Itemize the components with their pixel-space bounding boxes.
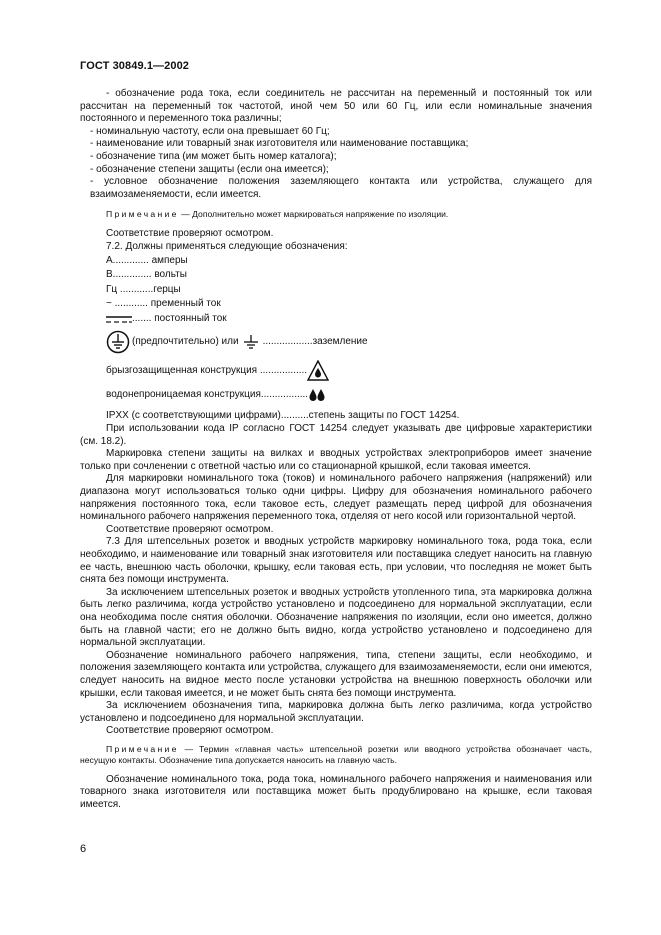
splash-proof-icon (307, 360, 329, 382)
symbol-ac: ~ ............ пременный ток (106, 298, 221, 310)
paragraph-voltage-type: Обозначение номинального рабочего напряжения, типа, степени защиты, если необходимо, и положения заземляющего контакта или устройства, служащего для взаимозаменяемости, если они имеются, следует наносить на видное место после установки устройства на внешнюю поверхность оболочки или крышки, если таковая имеется, и не может быть снята без помощи инструмента. (80, 649, 592, 699)
symbol-splash (106, 360, 592, 382)
section-7-2: 7.2. Должны применяться следующие обозначения: (106, 240, 348, 252)
note-1 (80, 209, 592, 220)
earth-preferred-label: (предпочтительно) или (132, 335, 239, 347)
symbol-ipxx: IPXX (с соответствующими цифрами)..........степень защиты по ГОСТ 14254. (106, 409, 460, 421)
note-1-label: Примечание (106, 209, 179, 220)
list-item-protection: - обозначение степени защиты (если она имеется); (90, 163, 329, 175)
list-item-current-type: - обозначение рода тока, если соединитель не рассчитан на переменный и постоянный ток или рассчитан на переменный ток частотой, иной чем 50 или 60 Гц, или если номинальные значения постоянного и переменного тока различны; (80, 88, 592, 125)
document-header: ГОСТ 30849.1—2002 (80, 60, 190, 72)
check-text-1: Соответствие проверяют осмотром. (106, 228, 274, 240)
protective-earth-icon (106, 330, 130, 354)
list-item-earthing: - условное обозначение положения заземляющего контакта или устройства, служащего для взаимозаменяемости, если имеется. (90, 176, 592, 200)
symbol-list (106, 254, 592, 424)
note-1-text: — Дополнительно может маркироваться напряжение по изоляции. (178, 209, 449, 220)
note-2-label: Примечание (106, 743, 179, 754)
list-item-manufacturer: - наименование или товарный знак изготовителя или наименование поставщика; (90, 138, 469, 150)
earth-label: ..................заземление (262, 335, 368, 347)
paragraph-ip-code: При использовании кода IP согласно ГОСТ 14254 следует указывать две цифровые характеристики (см. 18.2). (80, 423, 592, 447)
note-2-text: — Термин «главная часть» штепсельной розетки или вводного устройства обозначает часть, несущую контакты. Обозначение типа допускается наносить на главную часть. (80, 743, 592, 765)
page-number: 6 (80, 843, 87, 855)
symbol-hertz: Гц ............герцы (106, 283, 181, 295)
symbol-earth (106, 330, 592, 354)
symbol-volt: В.............. вольты (106, 269, 187, 281)
symbol-dc (106, 312, 592, 327)
symbol-ampere: А............. амперы (106, 254, 188, 266)
paragraph-protection-marking: Маркировка степени защиты на вилках и вводных устройствах электроприборов имеет значение только при сочленении с ответной частью или со стационарной крышкой, если таковая имеется. (80, 448, 592, 472)
paragraph-except-type: За исключением обозначения типа, маркировка должна быть легко различима, когда устройство установлено и подсоединено для нормальной эксплуатации. (80, 700, 592, 724)
check-text-2: Соответствие проверяют осмотром. (106, 523, 274, 535)
symbol-waterproof (106, 388, 592, 403)
earth-icon (242, 334, 260, 350)
paragraph-final: Обозначение номинального тока, рода тока, номинального рабочего напряжения и наименования или товарного знака изготовителя или поставщика может быть продублировано на крышке, если таковая имеется. (80, 773, 592, 811)
list-item-frequency: - номинальную частоту, если она превышает 60 Гц; (90, 125, 330, 137)
splash-label: брызгозащищенная конструкция ................. (106, 364, 308, 376)
dc-label: ....... постоянный ток (132, 312, 227, 324)
paragraph-rated-values: Для маркировки номинального тока (токов) и номинального рабочего напряжения (напряжений) или диапазона могут использоваться только одни цифры. Цифру для обозначения номинального рабочего напряжения постоянного тока, если таковое есть, следует размещать перед цифрой для обозначения номинального рабочего напряжения переменного тока, отделяя от него косой или горизонтальной чертой. (80, 473, 592, 523)
note-2 (80, 744, 592, 766)
waterproof-icon (308, 388, 326, 402)
check-text-3: Соответствие проверяют осмотром. (106, 725, 274, 737)
list-item-type: - обозначение типа (им может быть номер каталога); (90, 150, 337, 162)
dc-icon (106, 314, 132, 324)
waterproof-label: водонепроницаемая конструкция................. (106, 389, 309, 401)
document-body (80, 88, 592, 812)
section-7-3: 7.3 Для штепсельных розеток и вводных устройств маркировку номинального тока, рода тока, если необходимо, и наименование или товарный знак изготовителя или поставщика следует наносить на главную ее часть, внешнюю часть оболочки, крышку, если таковая есть, при условии, что последняя не может быть снята без помощи инструмента. (80, 536, 592, 586)
paragraph-flush-type: За исключением штепсельных розеток и вводных устройств утопленного типа, эта маркировка должна быть легко различима, когда устройство установлено и подсоединено для нормальной эксплуатации, если она необходима после снятия оболочки. Обозначение напряжения по изоляции, если оно имеется, должно быть на главной части; его не должно быть видно, когда устройство установлено и подсоединено для нормальной эксплуатации. (80, 586, 592, 649)
